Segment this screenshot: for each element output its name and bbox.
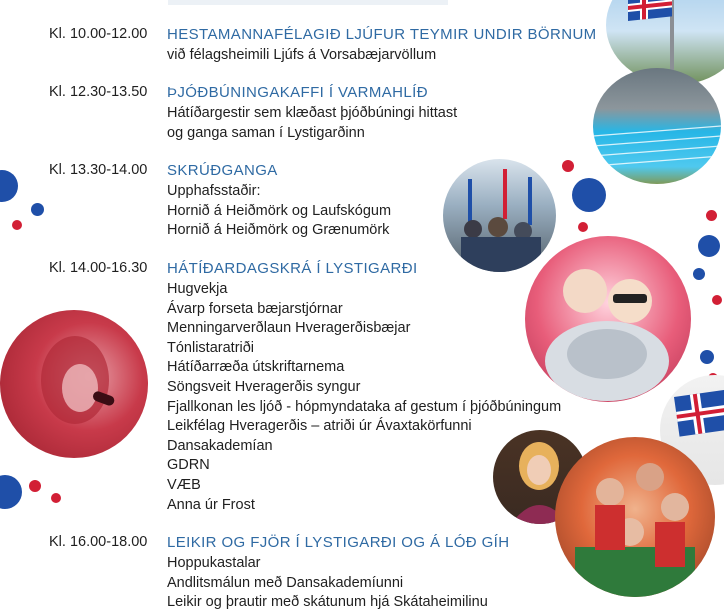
- event-detail-line: Hátíðargestir sem klæðast þjóðbúningi hittast: [167, 105, 458, 121]
- red-dot: [706, 210, 717, 221]
- red-dot: [29, 480, 41, 492]
- event-title: HÁTÍÐARDAGSKRÁ Í LYSTIGARÐI: [167, 260, 418, 277]
- blue-dot: [0, 475, 22, 509]
- event-detail-line: Dansakademían: [167, 437, 273, 454]
- event-detail-line: Anna úr Frost: [167, 496, 255, 513]
- event-details: [167, 104, 457, 143]
- event-time: Kl. 10.00-12.00: [49, 26, 148, 42]
- duo-photo: [525, 236, 691, 402]
- event-detail-line: GDRN: [167, 457, 210, 474]
- event-detail-line: Söngsveit Hveragerðis syngur: [167, 378, 361, 395]
- event-detail-line: Upphafsstaðir:: [167, 183, 261, 199]
- event-title: HESTAMANNAFÉLAGIÐ LJÚFUR TEYMIR UNDIR BÖRNUM: [167, 26, 597, 43]
- event-detail-line: Hátíðarræða útskriftarnema: [167, 359, 345, 376]
- event-detail-line: og ganga saman í Lystigarðinn: [167, 124, 365, 141]
- event-time: Kl. 13.30-14.00: [49, 162, 148, 178]
- red-dot: [562, 160, 574, 172]
- red-dot: [12, 220, 22, 230]
- event-detail-line: Hugvekja: [167, 281, 228, 297]
- cropped-top-text: [168, 0, 448, 5]
- event-detail-line: Andlitsmálun með Dansakademíunni: [167, 574, 404, 591]
- event-detail-line: Ávarp forseta bæjarstjórnar: [167, 300, 343, 317]
- blue-dot: [698, 235, 720, 257]
- event-title: ÞJÓÐBÚNINGAKAFFI Í VARMAHLÍÐ: [167, 84, 428, 101]
- theatre-photo: [555, 437, 715, 597]
- event-title: SKRÚÐGANGA: [167, 162, 278, 179]
- event-details: [167, 554, 488, 613]
- event-detail-line: Leikfélag Hveragerðis – atriði úr Ávaxtakörfunni: [167, 418, 472, 435]
- parade-photo: [443, 159, 556, 272]
- event-detail-line: Fjallkonan les ljóð - hópmyndataka af gestum í þjóðbúningum: [167, 398, 562, 415]
- blue-dot: [572, 178, 606, 212]
- event-detail-line: við félagsheimili Ljúfs á Vorsabæjarvöllum: [167, 47, 437, 63]
- event-detail-line: Tónlistaratriði: [167, 339, 255, 356]
- event-detail-line: Menningarverðlaun Hveragerðisbæjar: [167, 320, 411, 337]
- blue-dot: [700, 350, 714, 364]
- red-dot: [51, 493, 61, 503]
- event-time: Kl. 12.30-13.50: [49, 84, 148, 100]
- event-title: LEIKIR OG FJÖR Í LYSTIGARÐI OG Á LÓÐ GÍH: [167, 534, 510, 551]
- event-details: [167, 182, 391, 241]
- singer-photo: [0, 310, 148, 458]
- red-dot: [578, 222, 588, 232]
- blue-dot: [31, 203, 44, 216]
- event-detail-line: Leikir og þrautir með skátunum hjá Skátaheimilinu: [167, 594, 488, 611]
- event-detail-line: Hoppukastalar: [167, 555, 261, 571]
- event-detail-line: VÆB: [167, 476, 201, 493]
- event-detail-line: Hornið á Heiðmörk og Grænumörk: [167, 222, 390, 239]
- event-time: Kl. 16.00-18.00: [49, 534, 148, 550]
- event-details: [167, 46, 436, 66]
- blue-dot: [693, 268, 705, 280]
- event-detail-line: Hornið á Heiðmörk og Laufskógum: [167, 202, 392, 219]
- pool-photo: [593, 68, 721, 184]
- blue-dot: [0, 170, 18, 202]
- event-time: Kl. 14.00-16.30: [49, 260, 148, 276]
- red-dot: [712, 295, 722, 305]
